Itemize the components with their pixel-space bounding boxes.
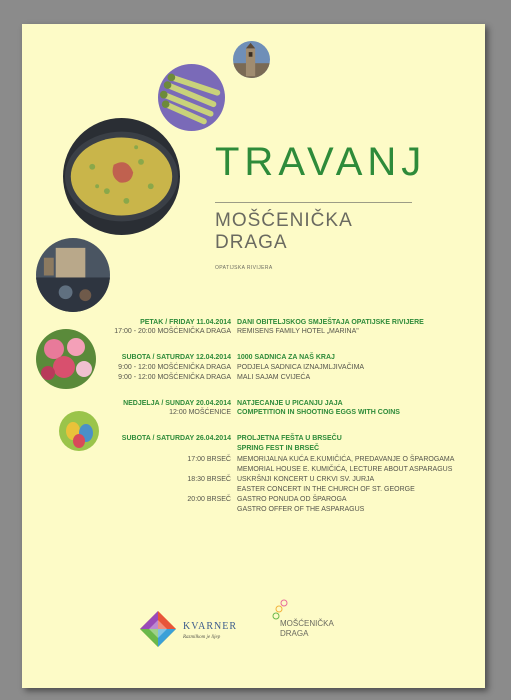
event-time-location: 17:00 - 20:00 MOŠĆENIČKA DRAGA: [114, 328, 231, 335]
moscenicka-name-line1: MOŠĆENIČKA: [280, 619, 334, 628]
event-detail: MEMORIJALNA KUĆA E.KUMIČIĆA, PREDAVANJE O ŠPAROGAMA: [237, 456, 455, 463]
page-title: TRAVANJ: [215, 140, 427, 184]
event-time-location: 9:00 - 12:00 MOŠĆENIČKA DRAGA: [118, 364, 231, 371]
region-label: OPATIJSKA RIVIJERA: [215, 265, 273, 271]
easter-eggs-photo: [59, 411, 99, 451]
moscenicka-name-line2: DRAGA: [280, 629, 309, 638]
event-title: 1000 SADNICA ZA NAŠ KRAJ: [237, 354, 335, 361]
event-detail: REMISENS FAMILY HOTEL „MARINA": [237, 328, 359, 335]
kvarner-logo: [139, 610, 239, 650]
church-tower-photo: [233, 41, 270, 78]
event-title: NATJECANJE U PICANJU JAJA: [237, 400, 343, 407]
event-detail: GASTRO PONUDA OD ŠPAROGA: [237, 496, 347, 503]
event-date: NEDJELJA / SUNDAY 20.04.2014: [123, 400, 231, 407]
kvarner-emblem-icon: [139, 610, 177, 648]
asparagus-photo: [158, 64, 225, 131]
market-stall-photo: [36, 238, 110, 312]
kvarner-name: KVARNER: [183, 621, 238, 632]
event-title: DANI OBITELJSKOG SMJEŠTAJA OPATIJSKE RIVIJERE: [237, 319, 424, 326]
event-detail: EASTER CONCERT IN THE CHURCH OF ST. GEORGE: [237, 486, 415, 493]
event-detail: MEMORIAL HOUSE E. KUMIČIĆA, LECTURE ABOUT ASPARAGUS: [237, 466, 453, 473]
event-title: PROLJETNA FEŠTA U BRSEČU: [237, 435, 342, 442]
event-subtitle: SPRING FEST IN BRSEČ: [237, 445, 320, 452]
event-time-location: 17:00 BRSEČ: [187, 456, 231, 463]
flowers-photo: [36, 329, 96, 389]
event-detail: PODJELA SADNICA IZNAJMLJIVAČIMA: [237, 364, 365, 371]
event-detail: GASTRO OFFER OF THE ASPARAGUS: [237, 506, 365, 513]
event-date: PETAK / FRIDAY 11.04.2014: [140, 319, 231, 326]
event-time-location: 12:00 MOŠĆENICE: [169, 409, 231, 416]
event-date: SUBOTA / SATURDAY 26.04.2014: [121, 435, 231, 442]
event-time-location: 20:00 BRSEČ: [187, 496, 231, 503]
event-detail: COMPETITION IN SHOOTING EGGS WITH COINS: [237, 409, 400, 416]
place-name-line2: DRAGA: [215, 232, 288, 253]
title-divider: [215, 202, 412, 203]
frittata-pan-photo: [63, 118, 180, 235]
event-date: SUBOTA / SATURDAY 12.04.2014: [121, 354, 231, 361]
moscenicka-name: [280, 619, 334, 639]
moscenicka-draga-logo: [270, 599, 350, 649]
place-name-line1: MOŠĆENIČKA: [215, 210, 353, 231]
event-detail: USKRŠNJI KONCERT U CRKVI SV. JURJA: [237, 476, 375, 483]
event-detail: MALI SAJAM CVIJEĆA: [237, 374, 311, 381]
poster-page: [22, 24, 485, 688]
event-time-location: 9:00 - 12:00 MOŠĆENIČKA DRAGA: [118, 374, 231, 381]
event-time-location: 18:30 BRSEČ: [187, 476, 231, 483]
kvarner-tagline: Razmilkom je lijep: [183, 635, 221, 640]
place-name: [215, 210, 353, 254]
